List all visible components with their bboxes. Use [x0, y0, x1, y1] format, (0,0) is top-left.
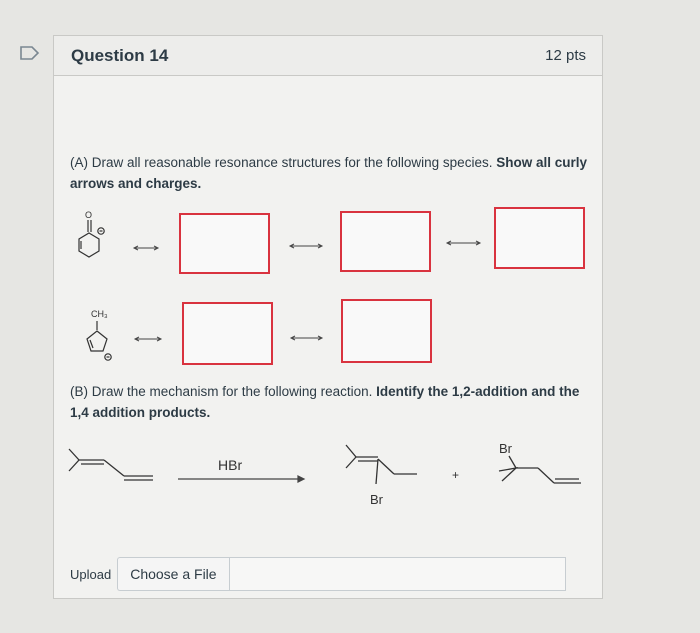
species-2-structure — [87, 309, 111, 360]
question-card — [53, 35, 603, 599]
answer-boxes-row-2 — [183, 300, 431, 364]
ketone-oxygen-label: O — [85, 210, 93, 220]
part-b-text: (B) Draw the mechanism for the following reaction. — [70, 384, 377, 399]
answer-box-1 — [180, 214, 269, 273]
answer-box-3 — [495, 208, 584, 268]
answer-boxes-row-1 — [180, 208, 584, 273]
product-2-structure — [499, 456, 581, 483]
question-flag-icon[interactable] — [20, 46, 40, 65]
upload-row — [70, 557, 566, 591]
part-a-text: (A) Draw all reasonable resonance structures for the following species. — [70, 155, 497, 170]
species-1-structure — [79, 210, 104, 257]
upload-label: Upload — [70, 566, 112, 582]
question-header — [54, 36, 602, 76]
answer-box-4 — [183, 303, 272, 364]
answer-box-2 — [341, 212, 430, 271]
choose-file-button[interactable]: Choose a File — [117, 557, 228, 591]
file-name-field[interactable] — [229, 557, 566, 591]
product-2-bromo-label: Br — [499, 441, 512, 456]
question-points: 12 pts — [545, 47, 586, 64]
question-body — [54, 76, 602, 598]
chemistry-drawing — [54, 76, 604, 598]
methyl-label: CH₃ — [91, 309, 108, 319]
question-title: Question 14 — [71, 45, 169, 65]
product-1-bromo-label: Br — [370, 492, 383, 507]
reaction-arrow — [178, 476, 304, 482]
ring-1 — [79, 233, 99, 257]
diene-structure — [69, 449, 153, 480]
part-b-bold: Identify the 1,2-addition and the 1,4 addition products. — [70, 384, 580, 420]
part-a-bold: Show all curly arrows and charges. — [70, 155, 587, 191]
product-1-structure — [346, 445, 417, 484]
plus-sign: + — [452, 468, 460, 482]
reagent-label: HBr — [218, 457, 243, 473]
part-b-prompt — [70, 381, 590, 423]
answer-box-5 — [342, 300, 431, 362]
